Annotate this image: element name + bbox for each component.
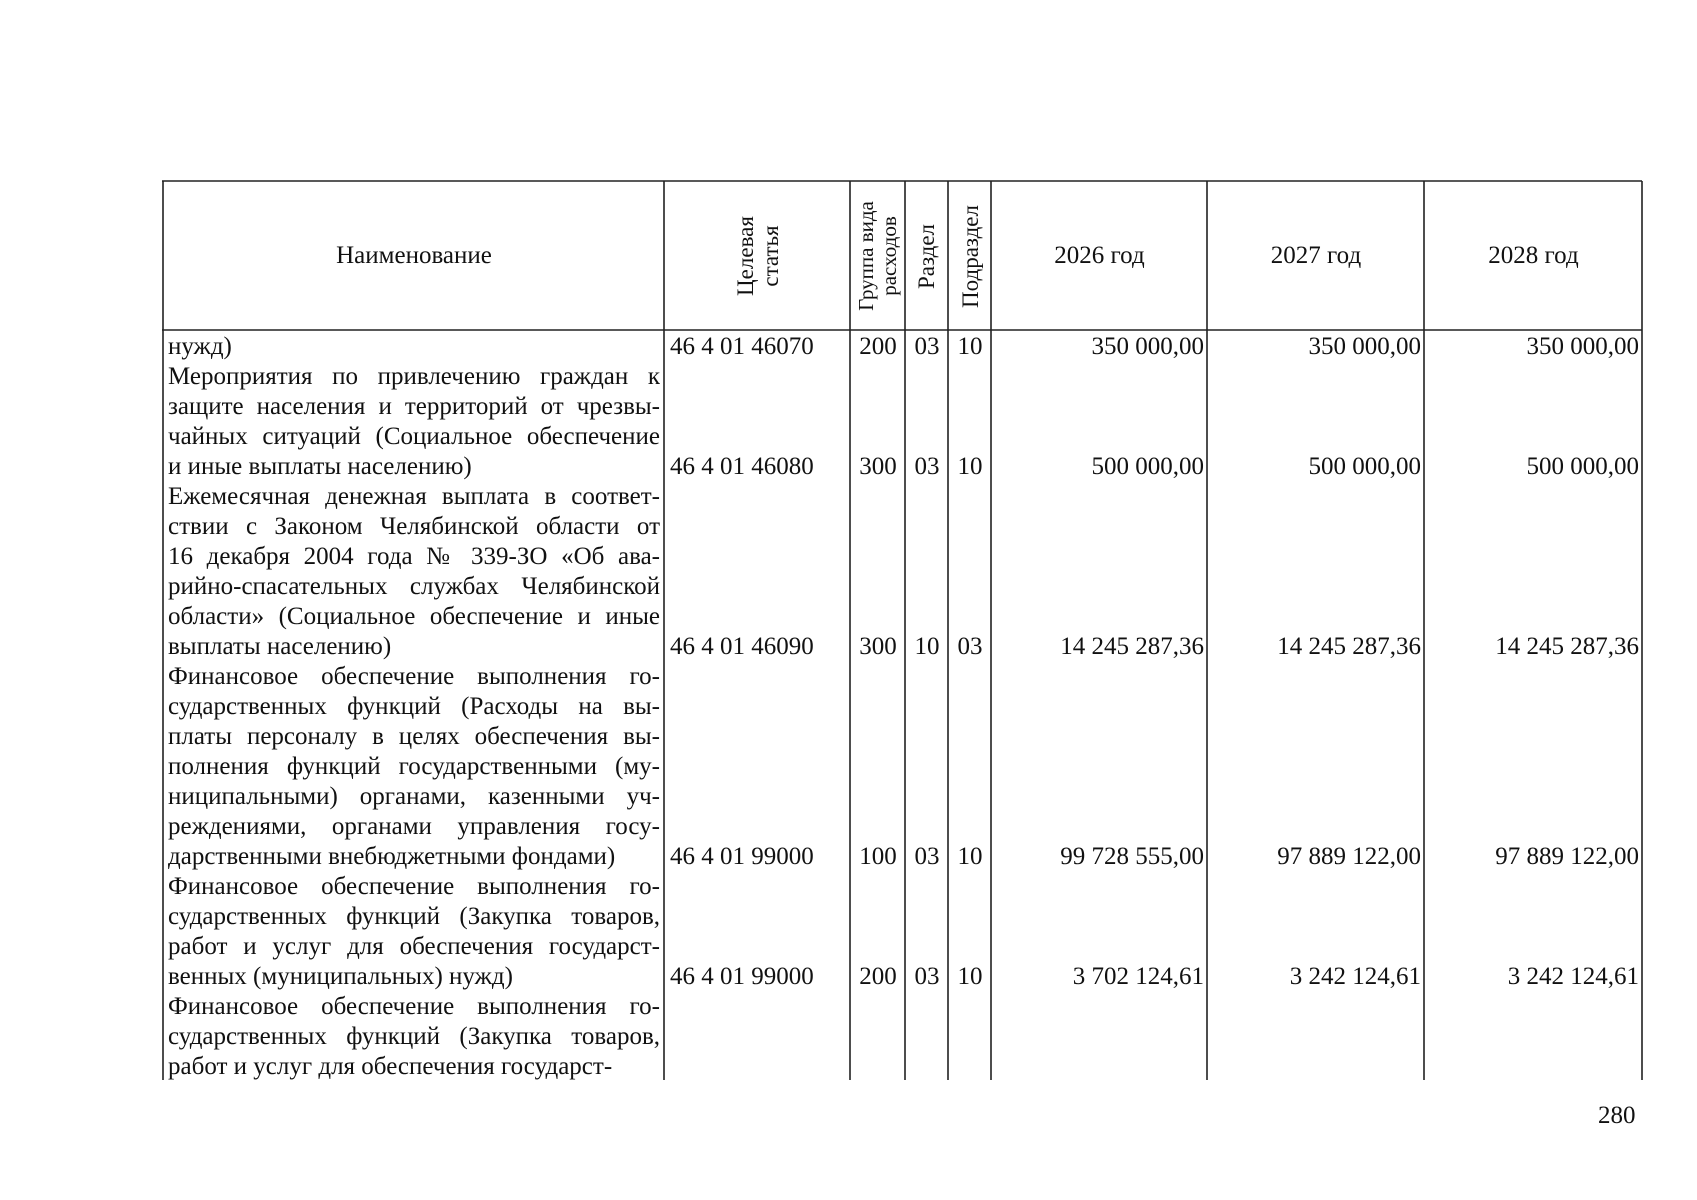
row-name-line: и иные выплаты населению) — [168, 453, 472, 480]
row-v2027: 350 000,00 — [1308, 333, 1421, 360]
header-target-label: Целевая статья — [732, 216, 783, 296]
header-2028-label: 2028 год — [1488, 242, 1579, 269]
row-code: 46 4 01 99000 — [670, 843, 814, 870]
row-code: 46 4 01 46080 — [670, 453, 814, 480]
header-target-article — [665, 182, 850, 330]
row-group: 300 — [859, 453, 897, 480]
row-v2026: 14 245 287,36 — [1060, 633, 1204, 660]
row-v2028: 97 889 122,00 — [1495, 843, 1639, 870]
row-section: 03 — [914, 333, 940, 360]
row-section: 03 — [914, 453, 940, 480]
header-expense-group — [851, 182, 905, 330]
row-code: 46 4 01 46070 — [670, 333, 814, 360]
header-name-label: Наименование — [336, 242, 492, 269]
row-name-line: платы персоналу в целях обеспечения вы- — [168, 723, 660, 750]
page-number: 280 — [1598, 1102, 1636, 1129]
row-subsection: 10 — [957, 963, 983, 990]
row-name-line: сударственных функций (Закупка товаров, — [168, 1023, 660, 1050]
row-v2028: 350 000,00 — [1526, 333, 1639, 360]
row-name-line: Финансовое обеспечение выполнения го- — [168, 993, 660, 1020]
row-group: 200 — [859, 963, 897, 990]
row-code: 46 4 01 46090 — [670, 633, 814, 660]
row-v2027: 500 000,00 — [1308, 453, 1421, 480]
header-subsection-label: Подраздел — [957, 204, 983, 308]
row-name-line: сударственных функций (Расходы на вы- — [168, 693, 660, 720]
row-v2026: 350 000,00 — [1091, 333, 1204, 360]
row-v2027: 3 242 124,61 — [1289, 963, 1421, 990]
row-name-line: рийно-спасательных службах Челябинской — [168, 573, 660, 600]
row-v2028: 500 000,00 — [1526, 453, 1639, 480]
row-v2026: 99 728 555,00 — [1060, 843, 1204, 870]
row-name-line: Финансовое обеспечение выполнения го- — [168, 873, 660, 900]
row-name-line: сударственных функций (Закупка товаров, — [168, 903, 660, 930]
budget-table — [162, 180, 1644, 1080]
header-group-label: Группа вида расходов — [854, 201, 901, 311]
row-v2028: 14 245 287,36 — [1495, 633, 1639, 660]
row-name-line: работ и услуг для обеспечения государст- — [168, 933, 660, 960]
row-name-line: чайных ситуаций (Социальное обеспечение — [168, 423, 660, 450]
header-2028 — [1425, 182, 1642, 330]
row-name-line: работ и услуг для обеспечения государст- — [168, 1053, 613, 1080]
row-group: 200 — [859, 333, 897, 360]
row-name-line: полнения функций государственными (му- — [168, 753, 660, 780]
row-section: 03 — [914, 963, 940, 990]
row-subsection: 10 — [957, 453, 983, 480]
row-subsection: 03 — [957, 633, 983, 660]
row-name-line: Ежемесячная денежная выплата в соответ- — [168, 483, 660, 510]
row-subsection: 10 — [957, 843, 983, 870]
header-section — [906, 182, 948, 330]
header-2026-label: 2026 год — [1054, 242, 1145, 269]
row-code: 46 4 01 99000 — [670, 963, 814, 990]
row-group: 300 — [859, 633, 897, 660]
header-2027 — [1208, 182, 1424, 330]
row-name-line: выплаты населению) — [168, 633, 392, 660]
row-name-line: ниципальными) органами, казенными уч- — [168, 783, 660, 810]
row-name-line: защите населения и территорий от чрезвы- — [168, 393, 660, 420]
row-name-line: реждениями, органами управления госу- — [168, 813, 660, 840]
header-2026 — [992, 182, 1207, 330]
row-name-line: дарственными внебюджетными фондами) — [168, 843, 616, 870]
row-v2026: 3 702 124,61 — [1072, 963, 1204, 990]
row-group: 100 — [859, 843, 897, 870]
row-name-line: нужд) — [168, 333, 232, 360]
row-name-line: Мероприятия по привлечению граждан к — [168, 363, 660, 390]
row-name-line: венных (муниципальных) нужд) — [168, 963, 513, 990]
row-section: 10 — [914, 633, 940, 660]
row-v2028: 3 242 124,61 — [1507, 963, 1639, 990]
row-name-line: 16 декабря 2004 года № 339-ЗО «Об ава- — [168, 543, 660, 570]
header-2027-label: 2027 год — [1270, 242, 1362, 269]
row-subsection: 10 — [957, 333, 983, 360]
row-section: 03 — [914, 843, 940, 870]
row-name-line: ствии с Законом Челябинской области от — [168, 513, 660, 540]
header-name — [164, 182, 664, 330]
row-v2026: 500 000,00 — [1091, 453, 1204, 480]
header-subsection — [949, 182, 991, 330]
row-v2027: 97 889 122,00 — [1277, 843, 1421, 870]
row-name-line: Финансовое обеспечение выполнения го- — [168, 663, 660, 690]
header-section-label: Раздел — [914, 223, 940, 289]
row-name-line: области» (Социальное обеспечение и иные — [168, 603, 660, 630]
row-v2027: 14 245 287,36 — [1277, 633, 1421, 660]
